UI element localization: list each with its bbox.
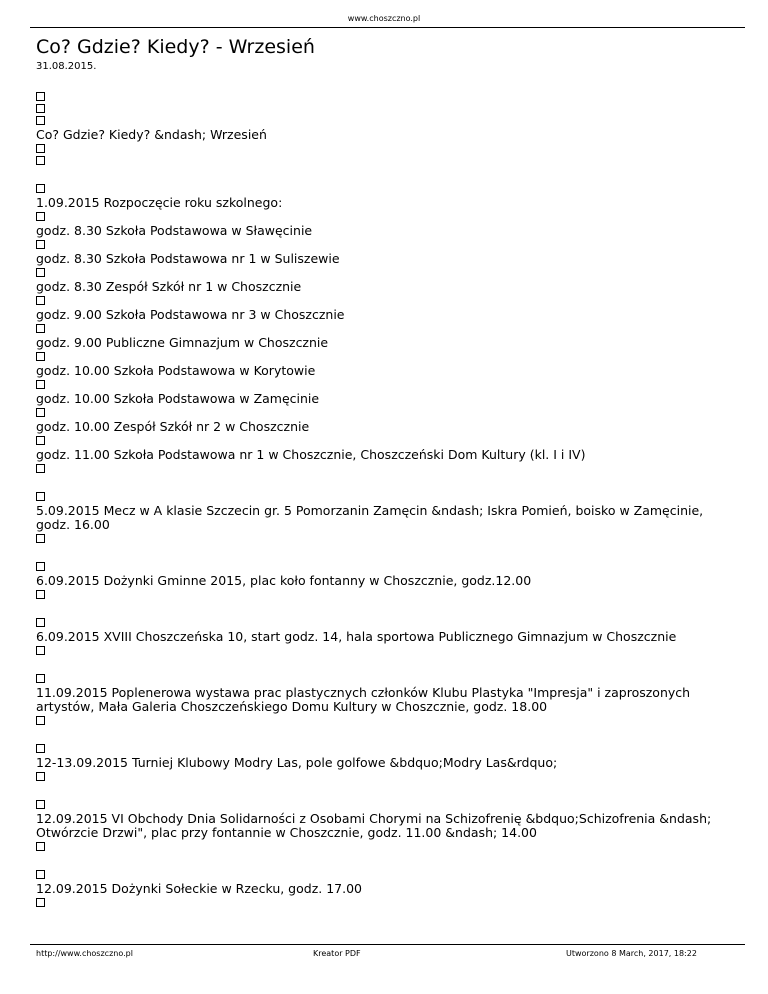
page-title: Co? Gdzie? Kiedy? - Wrzesień [36, 36, 315, 58]
checkbox-glyph-icon [36, 534, 45, 543]
header-url: www.choszczno.pl [347, 14, 421, 23]
checkbox-glyph-icon [36, 744, 45, 753]
checkbox-glyph-icon [36, 212, 45, 221]
publish-date: 31.08.2015. [36, 61, 97, 72]
school-item: godz. 8.30 Szkoła Podstawowa w Sławęcinie [36, 223, 313, 238]
school-item: godz. 8.30 Zespół Szkół nr 1 w Choszcznie [36, 279, 302, 294]
school-item: godz. 9.00 Szkoła Podstawowa nr 3 w Choszcznie [36, 307, 345, 322]
checkbox-glyph-icon [36, 184, 45, 193]
event-item: 12-13.09.2015 Turniej Klubowy Modry Las, pole golfowe &bdquo;Modry Las&rdquo; [36, 755, 558, 770]
checkbox-glyph-icon [36, 870, 45, 879]
event-item: 12.09.2015 Dożynki Sołeckie w Rzecku, godz. 17.00 [36, 881, 362, 896]
checkbox-glyph-icon [36, 674, 45, 683]
checkbox-glyph-icon [36, 144, 45, 153]
checkbox-glyph-icon [36, 380, 45, 389]
event-item: 5.09.2015 Mecz w A klasie Szczecin gr. 5 Pomorzanin Zamęcin &ndash; Iskra Pomień, boisko w Zamęcinie, godz. 16.00 [36, 503, 704, 532]
event-item: 6.09.2015 Dożynki Gminne 2015, plac koło fontanny w Choszcznie, godz.12.00 [36, 573, 532, 588]
header-divider [30, 27, 745, 28]
checkbox-glyph-icon [36, 240, 45, 249]
event-item: 11.09.2015 Poplenerowa wystawa prac plastycznych członków Klubu Plastyka "Impresja" i zaproszonych artystów, Mała Galeria Choszczeńskiego Domu Kultury w Choszcznie, godz. 18.00 [36, 685, 691, 714]
checkbox-glyph-icon [36, 156, 45, 165]
school-item: godz. 10.00 Zespół Szkół nr 2 w Choszcznie [36, 419, 310, 434]
checkbox-glyph-icon [36, 436, 45, 445]
article-body [36, 90, 736, 910]
checkbox-glyph-icon [36, 716, 45, 725]
event-item: 6.09.2015 XVIII Choszczeńska 10, start godz. 14, hala sportowa Publicznego Gimnazjum w Choszcznie [36, 629, 677, 644]
checkbox-glyph-icon [36, 116, 45, 125]
repeat-title: Co? Gdzie? Kiedy? &ndash; Wrzesień [36, 127, 267, 142]
footer-divider [30, 944, 745, 945]
checkbox-glyph-icon [36, 464, 45, 473]
event-item: 12.09.2015 VI Obchody Dnia Solidarności z Osobami Chorymi na Schizofrenię &bdquo;Schizofrenia &ndash; Otwórzcie Drzwi", plac przy fontannie w Choszcznie, godz. 11.00 &ndash; 14.00 [36, 811, 712, 840]
checkbox-glyph-icon [36, 842, 45, 851]
footer-url-link[interactable]: http://www.choszczno.pl [36, 949, 133, 958]
school-item: godz. 9.00 Publiczne Gimnazjum w Choszcznie [36, 335, 329, 350]
footer-generator: Kreator PDF [313, 949, 361, 958]
checkbox-glyph-icon [36, 408, 45, 417]
checkbox-glyph-icon [36, 92, 45, 101]
school-item: godz. 10.00 Szkoła Podstawowa w Korytowie [36, 363, 316, 378]
checkbox-glyph-icon [36, 268, 45, 277]
checkbox-glyph-icon [36, 898, 45, 907]
footer-created-date: Utworzono 8 March, 2017, 18:22 [566, 949, 697, 958]
checkbox-glyph-icon [36, 800, 45, 809]
checkbox-glyph-icon [36, 646, 45, 655]
checkbox-glyph-icon [36, 104, 45, 113]
checkbox-glyph-icon [36, 352, 45, 361]
checkbox-glyph-icon [36, 618, 45, 627]
event-heading: 1.09.2015 Rozpoczęcie roku szkolnego: [36, 195, 283, 210]
school-item: godz. 8.30 Szkoła Podstawowa nr 1 w Suliszewie [36, 251, 340, 266]
school-item: godz. 10.00 Szkoła Podstawowa w Zamęcinie [36, 391, 320, 406]
checkbox-glyph-icon [36, 492, 45, 501]
checkbox-glyph-icon [36, 772, 45, 781]
school-item: godz. 11.00 Szkoła Podstawowa nr 1 w Choszcznie, Choszczeński Dom Kultury (kl. I i IV) [36, 447, 586, 462]
checkbox-glyph-icon [36, 296, 45, 305]
checkbox-glyph-icon [36, 324, 45, 333]
checkbox-glyph-icon [36, 590, 45, 599]
checkbox-glyph-icon [36, 562, 45, 571]
